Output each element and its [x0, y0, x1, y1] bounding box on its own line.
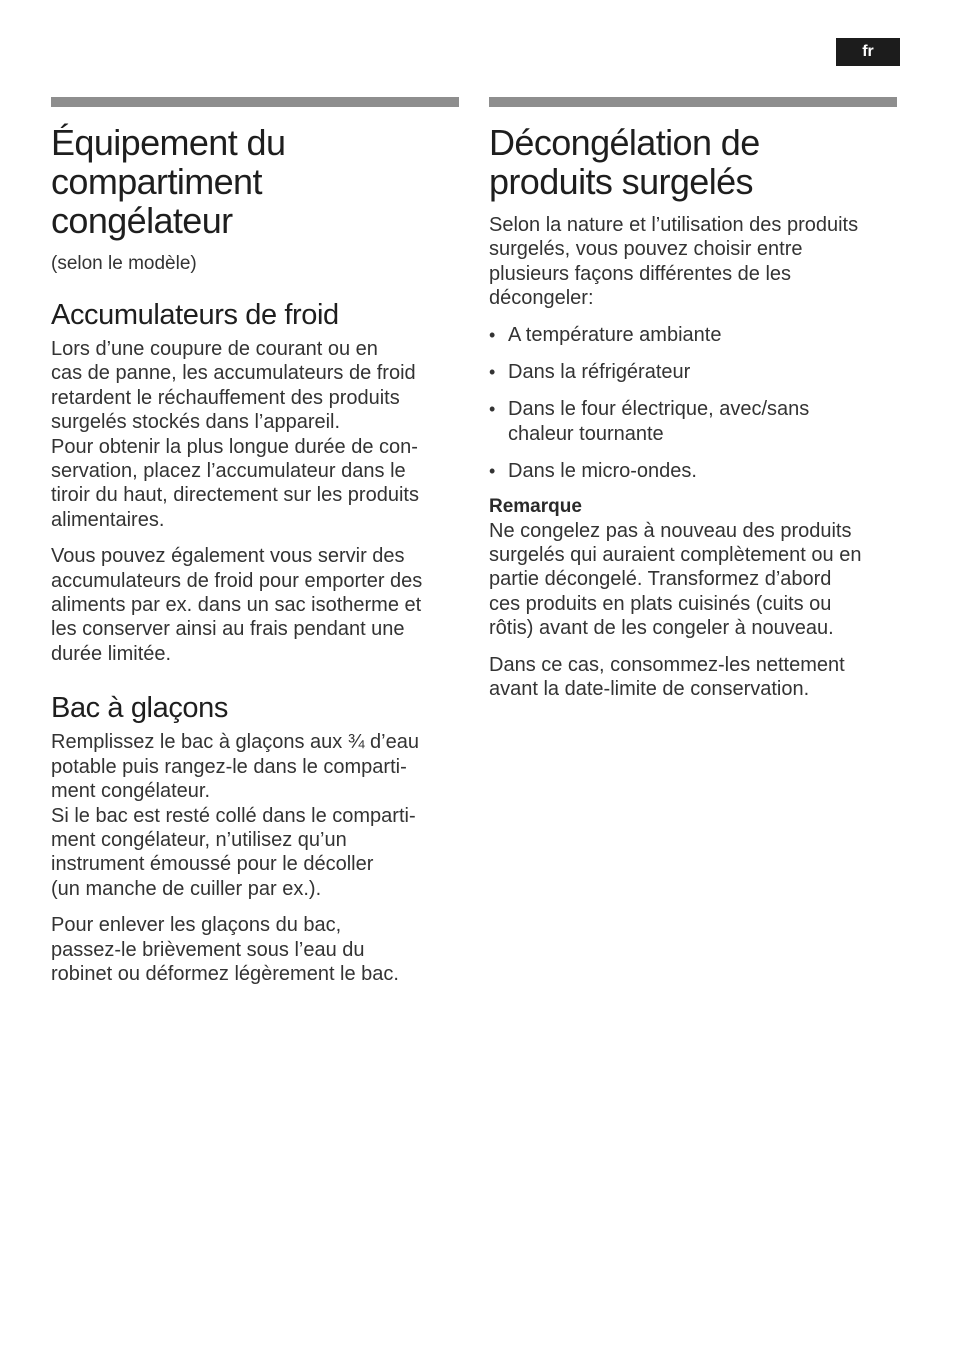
cold-packs-paragraph-2: Vous pouvez également vous servir des accumulateurs de froid pour emporter des aliments par ex. dans un sac isotherme et les conserver ainsi au frais pendant une durée limitée. — [51, 545, 423, 665]
left-column — [51, 97, 461, 986]
model-note: (selon le modèle) — [51, 253, 197, 274]
list-item: • Dans le micro-ondes. — [489, 459, 901, 483]
section-rule — [51, 97, 459, 107]
list-item: • Dans la réfrigérateur — [489, 360, 901, 384]
title-line: Équipement du — [51, 122, 286, 163]
heading-cold-packs: Accumulateurs de froid — [51, 299, 339, 331]
list-item: • Dans le four électrique, avec/sans chaleur tournante — [489, 397, 901, 446]
remark-paragraph-1: Ne congelez pas à nouveau des produits surgelés qui auraient complètement ou en partie décongelé. Transformez d’abord ces produits en plats cuisinés (cuits ou rôtis) avant de les congeler à nouveau. — [489, 519, 862, 640]
page-title-defrosting — [489, 123, 901, 201]
title-line: produits surgelés — [489, 161, 753, 202]
page-title-freezer-equipment — [51, 123, 461, 240]
remark-paragraph-2: Dans ce cas, consommez-les nettement avant la date-limite de conservation. — [489, 653, 845, 701]
defrost-methods-list — [489, 323, 901, 484]
defrost-intro: Selon la nature et l’utilisation des produits surgelés, vous pouvez choisir entre plusieurs façons différentes de les décongeler: — [489, 214, 859, 310]
section-rule — [489, 97, 897, 107]
cold-packs-paragraph-1: Lors d’une coupure de courant ou en cas de panne, les accumulateurs de froid retardent le réchauffement des produits surgelés stockés dans l’appareil. Pour obtenir la plus longue durée de con- servation, placez l’accumulateur dans le tiroir du haut, directement sur les produits alimentaires. — [51, 338, 419, 531]
title-line: congélateur — [51, 200, 233, 241]
ice-tray-paragraph-2: Pour enlever les glaçons du bac, passez-le brièvement sous l’eau du robinet ou déformez légèrement le bac. — [51, 914, 399, 985]
title-line: Décongélation de — [489, 122, 760, 163]
heading-ice-tray: Bac à glaçons — [51, 692, 228, 725]
title-line: compartiment — [51, 161, 262, 202]
remark-heading: Remarque — [489, 495, 582, 517]
right-column — [489, 97, 901, 702]
list-item: • A température ambiante — [489, 323, 901, 347]
language-badge: fr — [836, 38, 900, 66]
ice-tray-paragraph-1: Remplissez le bac à glaçons aux ¾ d’eau potable puis rangez-le dans le comparti- ment congélateur. Si le bac est resté collé dans le comparti- ment congélateur, n’utilisez qu’un instrument émoussé pour le décoller (un manche de cuiller par ex.). — [51, 731, 419, 900]
